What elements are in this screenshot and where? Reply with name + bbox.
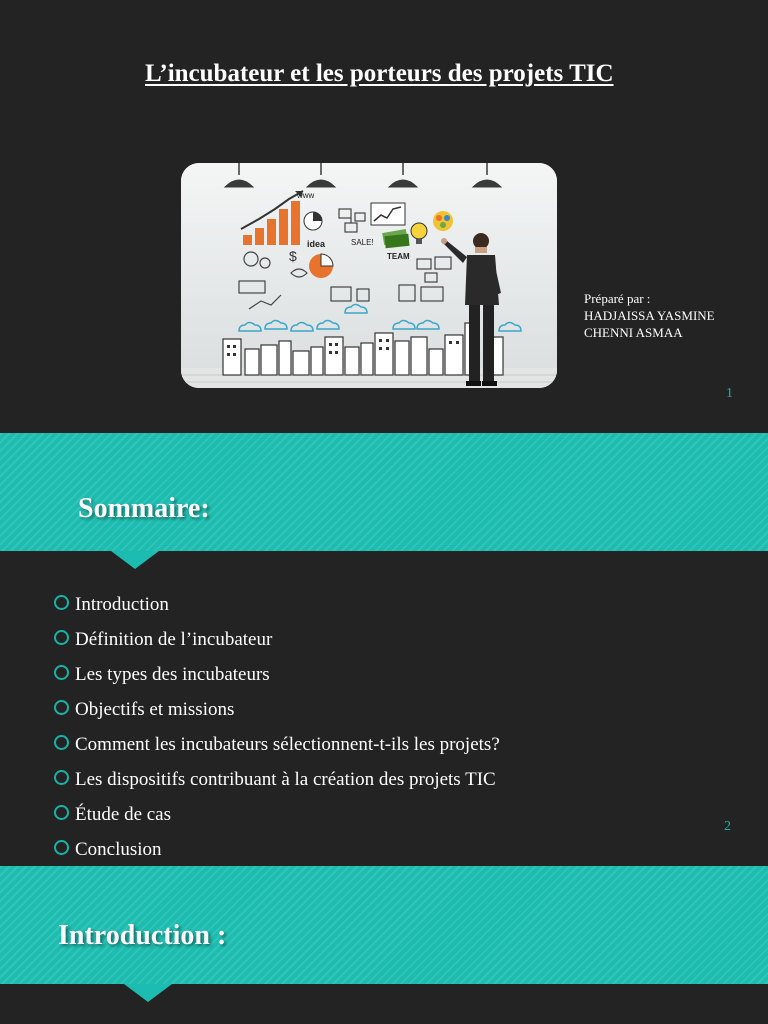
svg-text:www: www [297, 191, 315, 200]
svg-text:TEAM: TEAM [387, 252, 410, 261]
slide-2 [0, 433, 768, 866]
table-of-contents [54, 593, 500, 873]
toc-item-label: Les types des incubateurs [75, 664, 270, 685]
presenters-block [584, 290, 715, 341]
section-heading: Introduction : [58, 920, 227, 951]
circle-bullet-icon [54, 735, 69, 750]
banner-pointer [124, 984, 172, 1002]
slide-title: L’incubateur et les porteurs des projets TIC [145, 60, 614, 87]
business-strategy-image [181, 163, 557, 388]
svg-text:idea: idea [307, 239, 326, 249]
banner-pointer [111, 551, 159, 569]
author-name: CHENNI ASMAA [584, 325, 683, 340]
toc-item [54, 698, 500, 733]
svg-text:SALE!: SALE! [351, 238, 374, 247]
slide-3 [0, 866, 768, 1024]
toc-item-label: Comment les incubateurs sélectionnent-t-ils les projets? [75, 734, 500, 755]
svg-text:$: $ [289, 248, 297, 264]
circle-bullet-icon [54, 840, 69, 855]
slide-number: 1 [726, 386, 733, 401]
toc-item-label: Étude de cas [75, 804, 172, 825]
section-heading: Sommaire: [78, 493, 210, 524]
circle-bullet-icon [54, 770, 69, 785]
circle-bullet-icon [54, 665, 69, 680]
section-banner [0, 866, 768, 984]
toc-item-label: Introduction [75, 594, 169, 615]
circle-bullet-icon [54, 630, 69, 645]
toc-item-label: Définition de l’incubateur [75, 629, 273, 650]
author-name: HADJAISSA YASMINE [584, 308, 715, 323]
toc-item [54, 593, 500, 628]
toc-item-label: Conclusion [75, 839, 162, 860]
circle-bullet-icon [54, 700, 69, 715]
toc-item [54, 733, 500, 768]
toc-item [54, 628, 500, 663]
circle-bullet-icon [54, 805, 69, 820]
toc-item [54, 663, 500, 698]
section-banner [0, 433, 768, 551]
toc-item [54, 768, 500, 803]
slide-number: 2 [724, 819, 731, 834]
toc-item-label: Les dispositifs contribuant à la création des projets TIC [75, 769, 496, 790]
circle-bullet-icon [54, 595, 69, 610]
slide-1 [0, 0, 768, 433]
toc-item [54, 803, 500, 838]
prepared-by-label: Préparé par : [584, 291, 651, 306]
toc-item-label: Objectifs et missions [75, 699, 235, 720]
